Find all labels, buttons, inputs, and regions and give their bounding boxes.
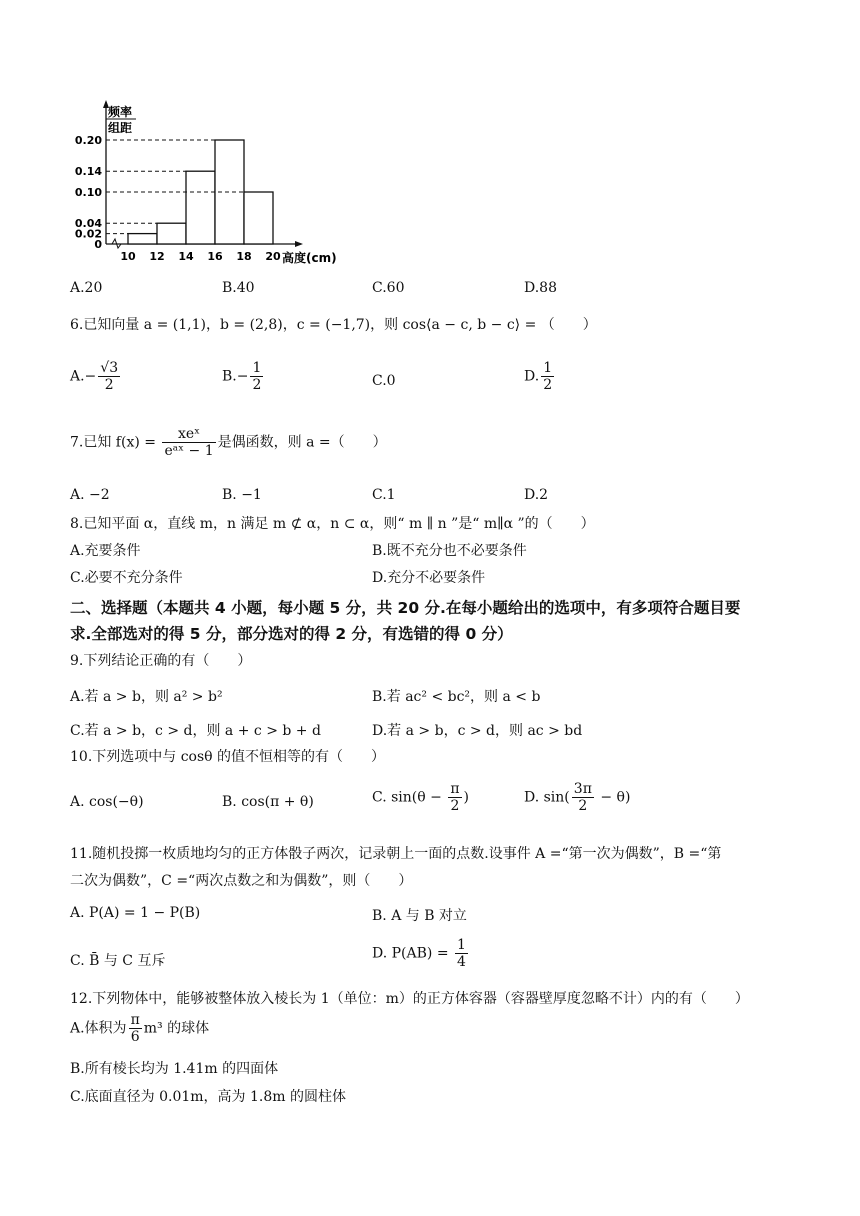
q8-stem: 8.已知平面 α，直线 m，n 满足 m ⊄ α，n ⊂ α，则“ m ∥ n ”是“ m∥α ”的（ ） (70, 516, 595, 532)
q10-option-d: D. sin( $\frac{3\pi}{2}$ − θ) (524, 781, 631, 815)
q10-option-b: B. cos(π + θ) (222, 794, 314, 810)
x-tick-label: 12 (149, 250, 165, 263)
histogram-bar (186, 171, 215, 244)
y-tick-label: 0.04 (74, 217, 102, 231)
q6-option-d: D. $\frac{1}{2}$ (524, 360, 553, 394)
q10-option-a: A. cos(−θ) (70, 794, 144, 810)
q9-option-d: D.若 a > b，c > d，则 ac > bd (372, 723, 583, 739)
q12-option-b: B.所有棱长均为 1.41m 的四面体 (70, 1061, 279, 1077)
x-tick-label: 20 (265, 250, 281, 263)
q5-option-c: C.60 (372, 280, 405, 296)
q11-option-a: A. P(A) = 1 − P(B) (70, 905, 201, 921)
section2-heading-line1: 二、选择题（本题共 4 小题，每小题 5 分，共 20 分.在每小题给出的选项中，有多项符合题目要 (70, 599, 741, 617)
y-label-bottom: 组距 (108, 121, 133, 135)
histogram-bar (157, 223, 186, 244)
q9-option-a: A.若 a > b，则 a² > b² (70, 689, 223, 705)
y-tick-label: 0.10 (74, 186, 102, 199)
q11-option-c: C. B̄ 与 C 互斥 (70, 953, 166, 969)
x-axis-arrow (295, 241, 303, 247)
y-tick-label: 0 (94, 238, 102, 251)
q7-option-d: D.2 (524, 487, 549, 503)
q10-option-c: C. sin(θ − $\frac{\pi}{2}$ ) (372, 781, 469, 815)
q5-option-d: D.88 (524, 280, 557, 296)
histogram-bar (128, 234, 157, 244)
q7-option-c: C.1 (372, 487, 396, 503)
x-axis-label: 高度(cm) (282, 251, 337, 265)
q11-stem-line2: 二次为偶数”，C =“两次点数之和为偶数”，则（ ） (70, 873, 413, 889)
q12-option-c: C.底面直径为 0.01m，高为 1.8m 的圆柱体 (70, 1089, 347, 1105)
x-tick-label: 14 (178, 250, 194, 263)
q10-stem: 10.下列选项中与 cosθ 的值不恒相等的有（ ） (70, 749, 386, 765)
q8-option-c: C.必要不充分条件 (70, 570, 183, 586)
q7-option-b: B. −1 (222, 487, 262, 503)
q6-option-c: C.0 (372, 373, 396, 389)
q7-stem: 7.已知 f(x) = $\frac{\text{xeˣ}}{\text{eᵃˣ − 1}}$ 是偶函数，则 a =（ ） (70, 426, 387, 460)
q11-option-b: B. A 与 B 对立 (372, 908, 467, 924)
q7-option-a: A. −2 (70, 487, 110, 503)
x-tick-label: 18 (236, 250, 252, 263)
q8-option-b: B.既不充分也不必要条件 (372, 543, 527, 559)
q8-option-a: A.充要条件 (70, 543, 141, 559)
x-tick-label: 10 (120, 250, 136, 263)
y-tick-label: 0.14 (74, 165, 102, 179)
q9-option-c: C.若 a > b，c > d，则 a + c > b + d (70, 723, 321, 739)
section2-heading-line2: 求.全部选对的得 5 分，部分选对的得 2 分，有选错的得 0 分） (70, 625, 513, 643)
y-label-top: 频率 (108, 105, 133, 119)
x-tick-label: 16 (207, 250, 223, 263)
q6-stem: 6.已知向量 a = (1,1)，b = (2,8)，c = (−1,7)，则 cos⟨a − c, b − c⟩ = （ ） (70, 317, 597, 333)
q11-option-d: D. P(AB) = $\frac{1}{4}$ (372, 937, 466, 971)
q9-stem: 9.下列结论正确的有（ ） (70, 653, 252, 669)
q11-stem-line1: 11.随机投掷一枚质地均匀的正方体骰子两次，记录朝上一面的点数.设事件 A =“第一次为偶数”，B =“第 (70, 846, 722, 862)
histogram-chart (70, 98, 360, 268)
q6-option-b: B.− $\frac{1}{2}$ (222, 360, 262, 394)
y-tick-label: 0.02 (74, 227, 102, 241)
q12-stem: 12.下列物体中，能够被整体放入棱长为 1（单位：m）的正方体容器（容器壁厚度忽略不计）内的有（ ） (70, 991, 749, 1007)
q12-option-a: A.体积为 $\frac{\pi}{6}$ m³ 的球体 (70, 1012, 210, 1046)
y-tick-label: 0.20 (74, 134, 102, 147)
q8-option-d: D.充分不必要条件 (372, 570, 486, 586)
q5-option-a: A.20 (70, 280, 103, 296)
q6-option-a: A.− $\frac{√3}{2}$ (70, 360, 119, 394)
q5-option-b: B.40 (222, 280, 255, 296)
q9-option-b: B.若 ac² < bc²，则 a < b (372, 689, 541, 705)
histogram-bar (244, 192, 273, 244)
